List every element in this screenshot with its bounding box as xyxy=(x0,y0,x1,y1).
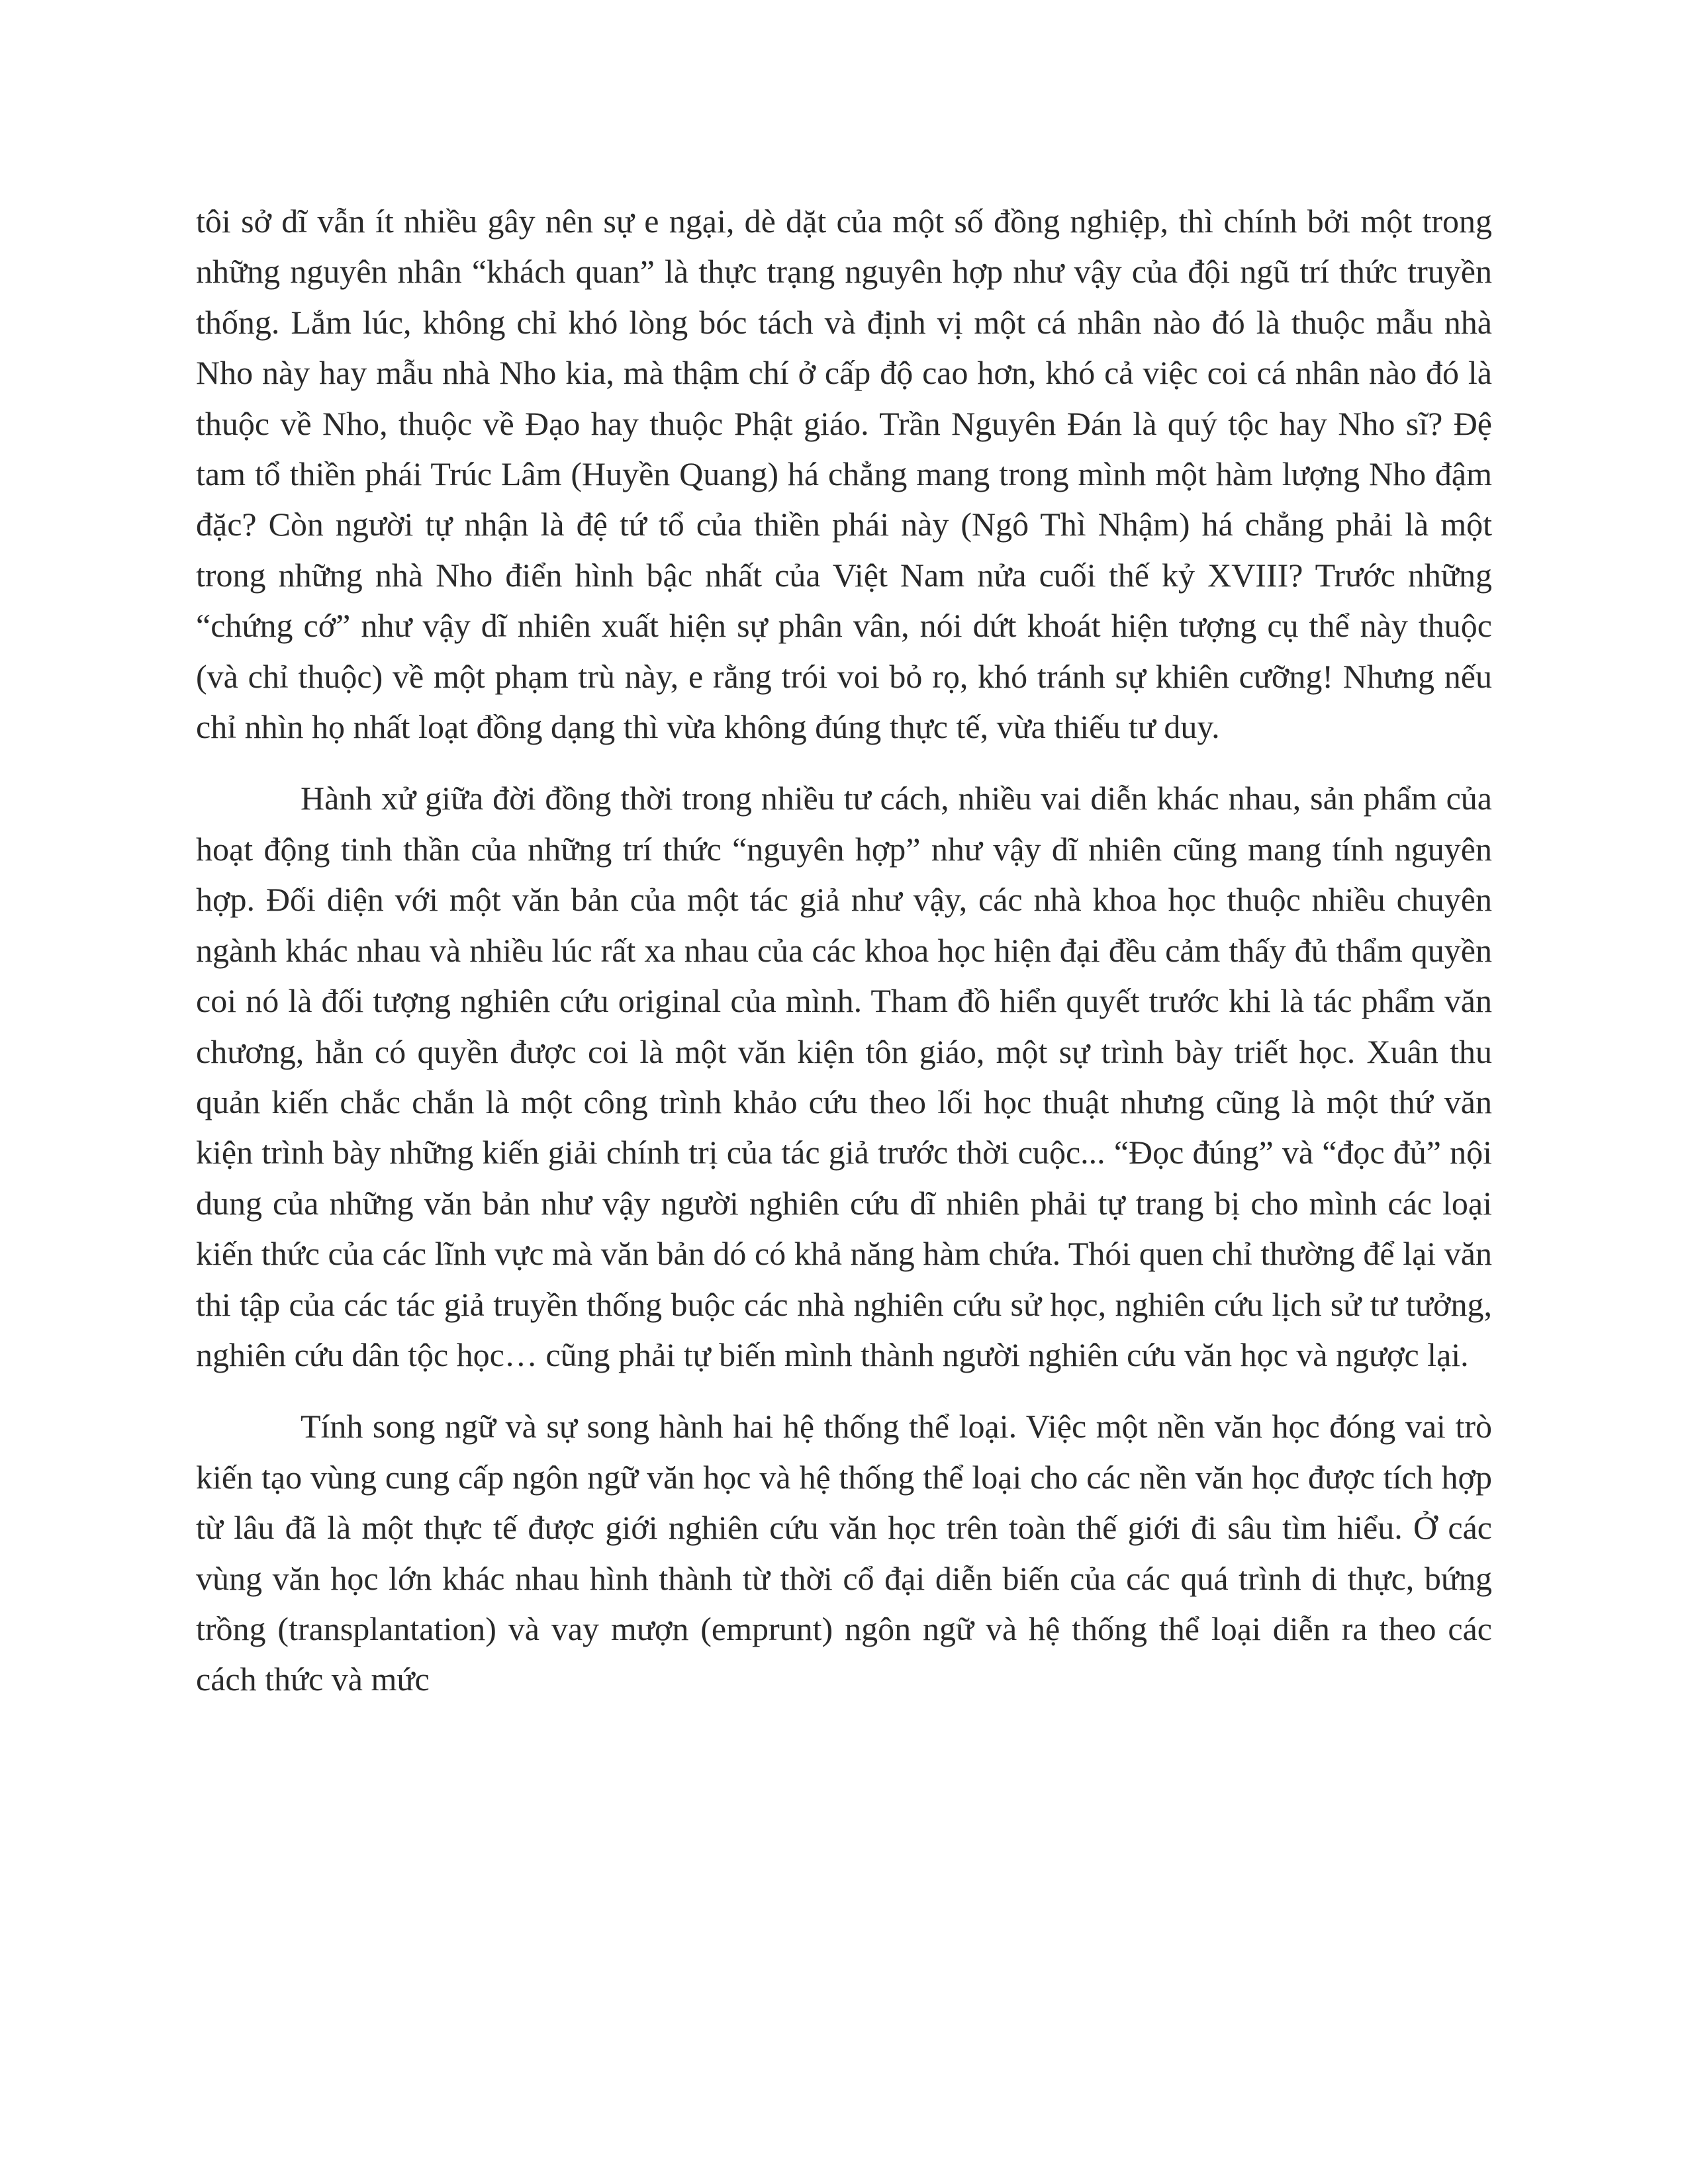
paragraph-2: Hành xử giữa đời đồng thời trong nhiều tư cách, nhiều vai diễn khác nhau, sản phẩm của hoạt động tinh thần của những trí thức “nguyên hợp” như vậy dĩ nhiên cũng mang tính nguyên hợp. Đối diện với một văn bản của một tác giả như vậy, các nhà khoa học thuộc nhiều chuyên ngành khác nhau và nhiều lúc rất xa nhau của các khoa học hiện đại đều cảm thấy đủ thẩm quyền coi nó là đối tượng nghiên cứu original của mình. Tham đồ hiển quyết trước khi là tác phẩm văn chương, hẳn có quyền được coi là một văn kiện tôn giáo, một sự trình bày triết học. Xuân thu quản kiến chắc chắn là một công trình khảo cứu theo lối học thuật nhưng cũng là một thứ văn kiện trình bày những kiến giải chính trị của tác giả trước thời cuộc... “Đọc đúng” và “đọc đủ” nội dung của những văn bản như vậy người nghiên cứu dĩ nhiên phải tự trang bị cho mình các loại kiến thức của các lĩnh vực mà văn bản dó có khả năng hàm chứa. Thói quen chỉ thường để lại văn thi tập của các tác giả truyền thống buộc các nhà nghiên cứu sử học, nghiên cứu lịch sử tư tưởng, nghiên cứu dân tộc học… cũng phải tự biến mình thành người nghiên cứu văn học và ngược lại. xyxy=(196,780,1492,1373)
text-body xyxy=(196,196,1492,1705)
paragraph-1: tôi sở dĩ vẫn ít nhiều gây nên sự e ngại, dè dặt của một số đồng nghiệp, thì chính bởi một trong những nguyên nhân “khách quan” là thực trạng nguyên hợp như vậy của đội ngũ trí thức truyền thống. Lắm lúc, không chỉ khó lòng bóc tách và định vị một cá nhân nào đó là thuộc mẫu nhà Nho này hay mẫu nhà Nho kia, mà thậm chí ở cấp độ cao hơn, khó cả việc coi cá nhân nào đó là thuộc về Nho, thuộc về Đạo hay thuộc Phật giáo. Trần Nguyên Đán là quý tộc hay Nho sĩ? Đệ tam tổ thiền phái Trúc Lâm (Huyền Quang) há chẳng mang trong mình một hàm lượng Nho đậm đặc? Còn người tự nhận là đệ tứ tổ của thiền phái này (Ngô Thì Nhậm) há chẳng phải là một trong những nhà Nho điển hình bậc nhất của Việt Nam nửa cuối thế kỷ XVIII? Trước những “chứng cớ” như vậy dĩ nhiên xuất hiện sự phân vân, nói dứt khoát hiện tượng cụ thể này thuộc (và chỉ thuộc) về một phạm trù này, e rằng trói voi bỏ rọ, khó tránh sự khiên cưỡng! Nhưng nếu chỉ nhìn họ nhất loạt đồng dạng thì vừa không đúng thực tế, vừa thiếu tư duy. xyxy=(196,203,1492,746)
paragraph-3: Tính song ngữ và sự song hành hai hệ thống thể loại. Việc một nền văn học đóng vai trò kiến tạo vùng cung cấp ngôn ngữ văn học và hệ thống thể loại cho các nền văn học được tích hợp từ lâu đã là một thực tế được giới nghiên cứu văn học trên toàn thế giới đi sâu tìm hiểu. Ở các vùng văn học lớn khác nhau hình thành từ thời cổ đại diễn biến của các quá trình di thực, bứng trồng (transplantation) và vay mượn (emprunt) ngôn ngữ và hệ thống thể loại diễn ra theo các cách thức và mức xyxy=(196,1408,1492,1698)
